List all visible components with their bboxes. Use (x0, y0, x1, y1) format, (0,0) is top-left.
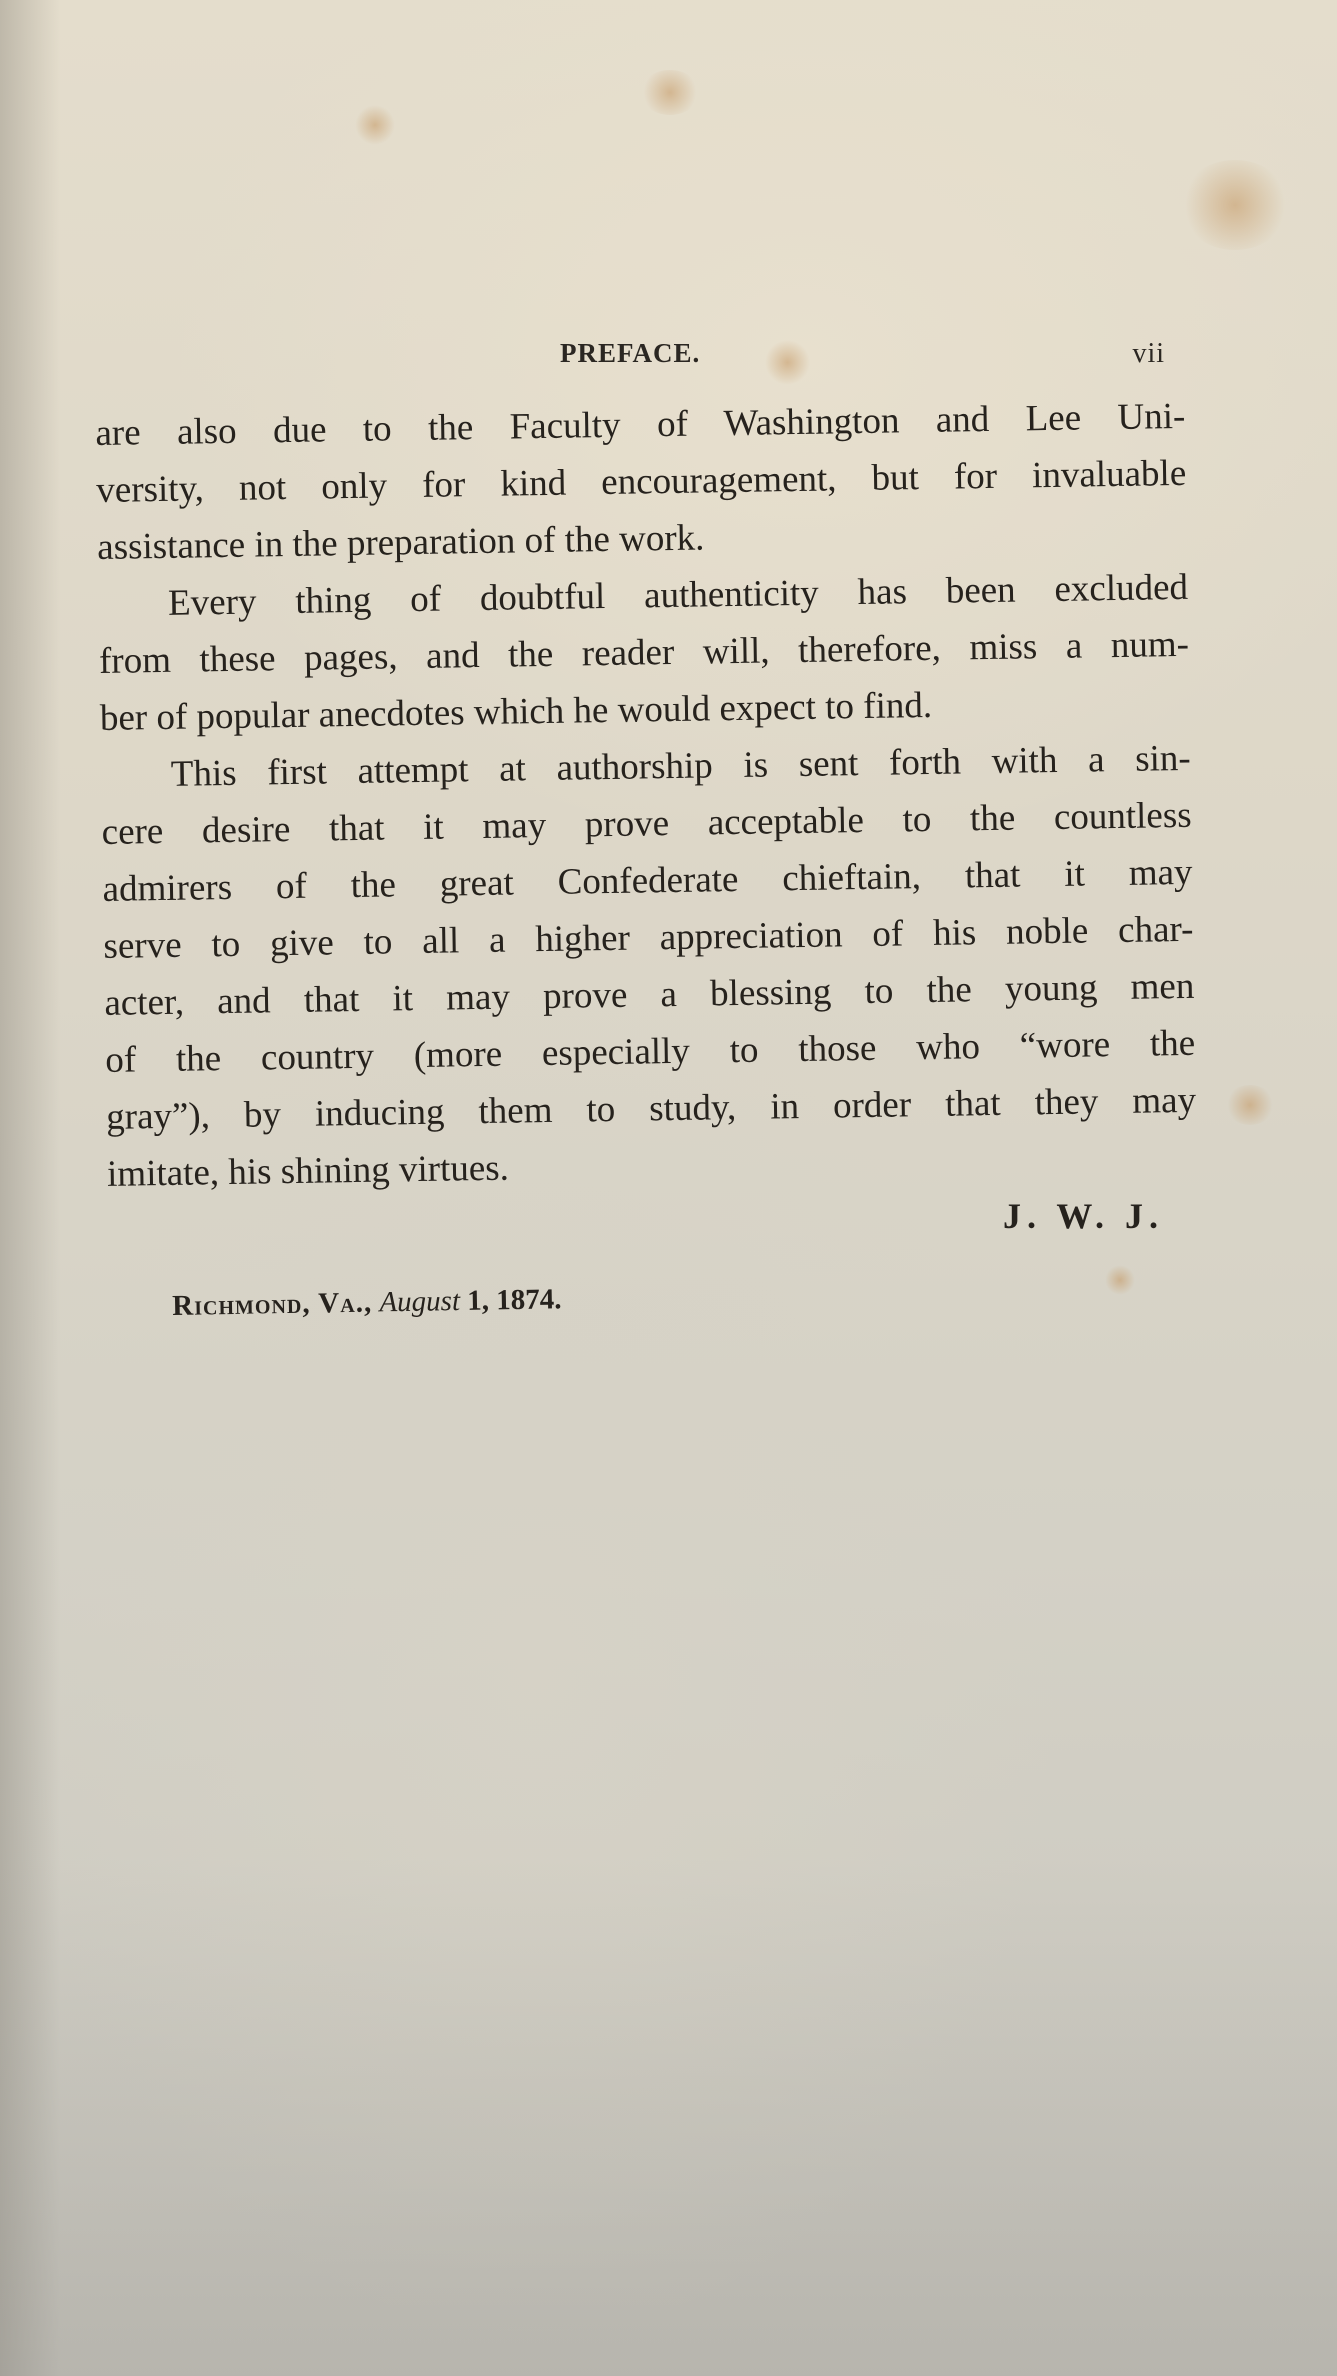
running-head (100, 338, 1165, 378)
text-line: Every thing of doubtful authenticity has been excluded (167, 566, 1189, 624)
foxing-spot (355, 105, 395, 145)
running-head-title: PREFACE. (560, 338, 701, 368)
dateline-month: August (379, 1284, 461, 1319)
text-line: This first attempt at authorship is sent forth with a sin- (170, 737, 1192, 795)
text-line: acter, and that it may prove a blessing to the young men (104, 965, 1195, 1024)
page-number: vii (1132, 338, 1165, 369)
dateline-place: Richmond, Va., (172, 1286, 373, 1322)
text-line: gray”), by inducing them to study, in order that they may (105, 1079, 1197, 1138)
text-line: of the country (more especially to those who “wore the (104, 1022, 1196, 1081)
text-line: ber of popular anecdotes which he would expect to find. (99, 684, 933, 739)
text-line: versity, not only for kind encouragement, but for invaluable (96, 452, 1187, 511)
author-initials: J. W. J. (1003, 1196, 1165, 1236)
text-line: serve to give to all a higher appreciation of his noble char- (103, 908, 1194, 967)
foxing-spot (640, 70, 700, 115)
dateline (172, 1283, 562, 1323)
text-line: admirers of the great Confederate chieftain, that it may (102, 851, 1193, 910)
text-line: are also due to the Faculty of Washington and Lee Uni- (95, 395, 1186, 454)
text-line: from these pages, and the reader will, therefore, miss a num- (98, 623, 1190, 682)
preface-text (95, 388, 1197, 1203)
foxing-spot (1180, 160, 1290, 250)
dateline-date: 1, 1874. (466, 1283, 562, 1317)
foxing-spot (1105, 1265, 1135, 1295)
foxing-spot (1225, 1085, 1275, 1125)
text-line: imitate, his shining virtues. (106, 1147, 510, 1195)
page-shadow-bottom (0, 1856, 1337, 2376)
text-line: cere desire that it may prove acceptable to the countless (101, 794, 1192, 853)
text-line: assistance in the preparation of the work. (96, 517, 705, 568)
